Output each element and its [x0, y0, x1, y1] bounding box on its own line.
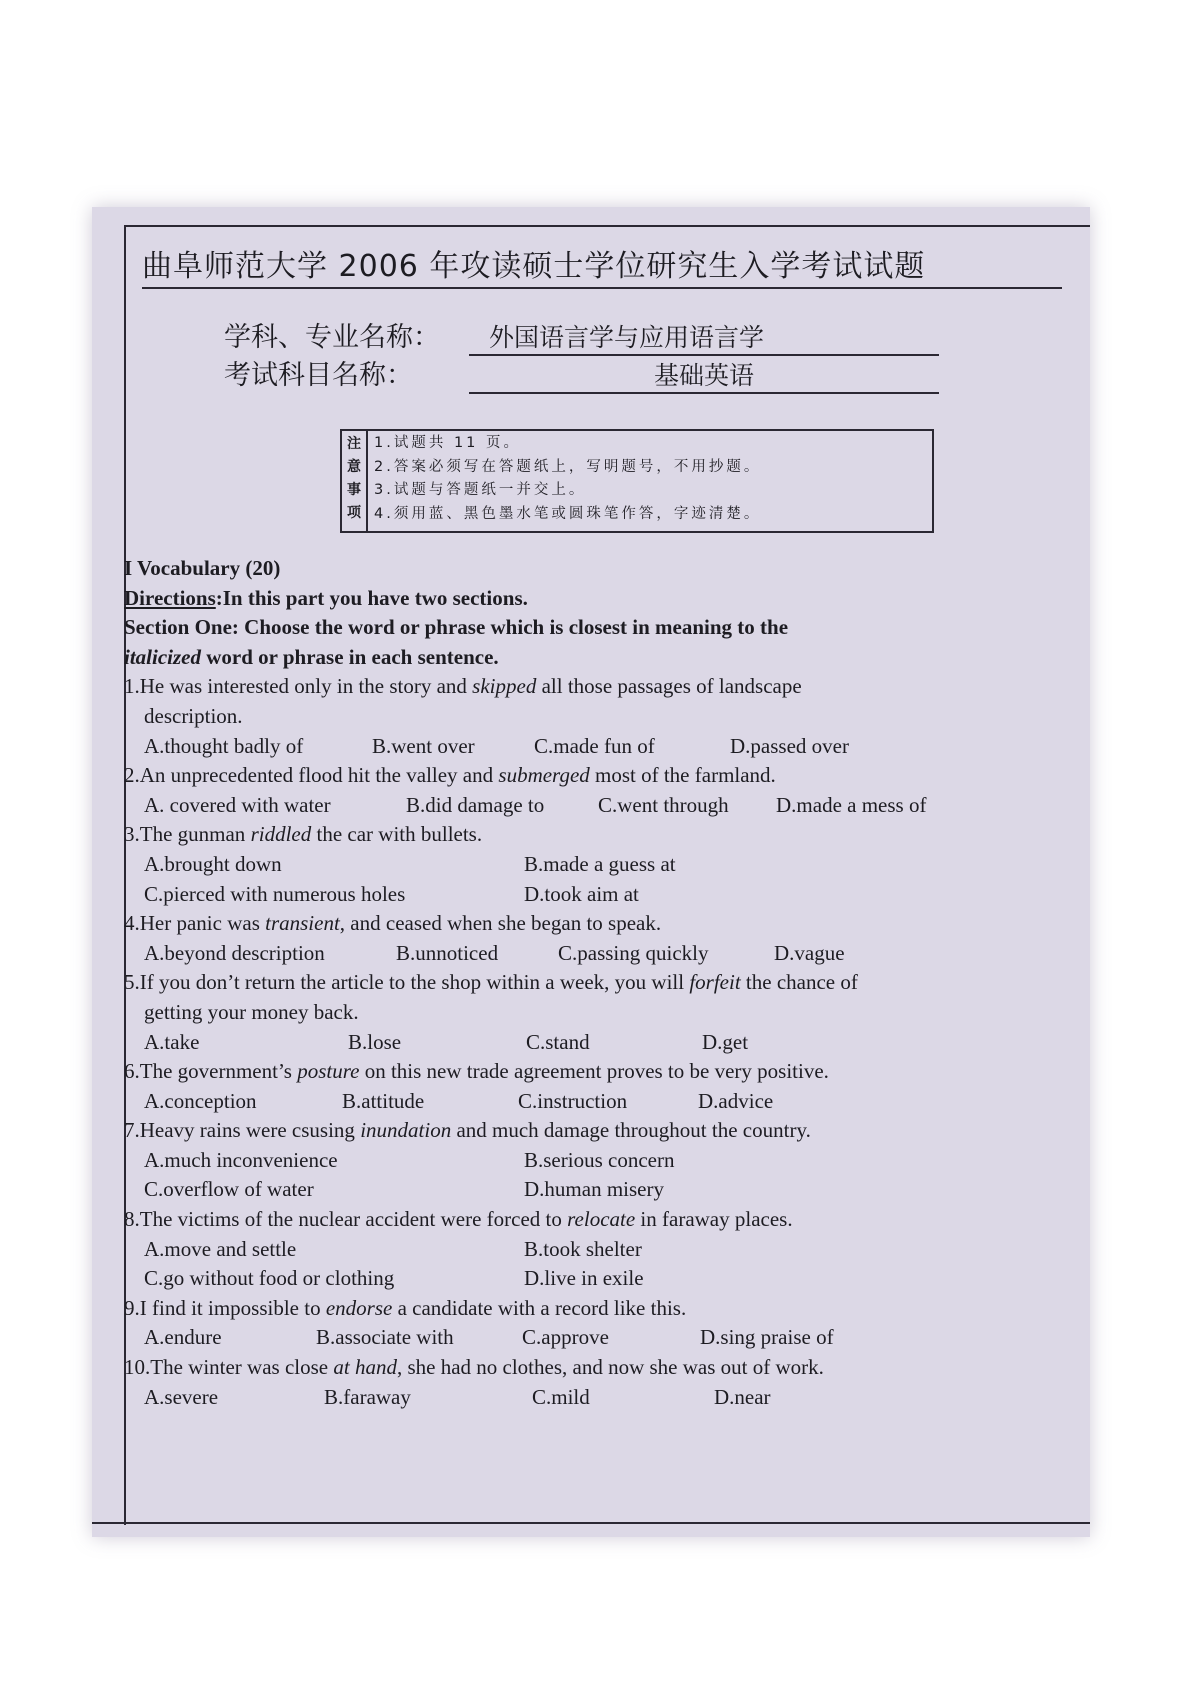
stem-text: all those passages of landscape — [536, 674, 802, 699]
option-d: D.human misery — [524, 1177, 664, 1202]
stem-text: 7.Heavy rains were csusing — [124, 1118, 361, 1143]
option-c: C.go without food or clothing — [144, 1266, 395, 1291]
option-d: D.passed over — [730, 733, 849, 758]
option-b: B.lose — [348, 1029, 402, 1054]
options-row — [124, 880, 1084, 910]
directions-label: Directions — [124, 585, 216, 610]
option-a: A.endure — [144, 1325, 222, 1350]
exam-title: 曲阜师范大学 2006 年攻读硕士学位研究生入学考试试题 — [142, 241, 1062, 289]
options-row — [124, 1383, 1084, 1413]
stem-italic: relocate — [567, 1207, 636, 1232]
stem-text: 4.Her panic was — [124, 911, 266, 936]
option-c: C.overflow of water — [144, 1177, 314, 1202]
question-stem-cont: description. — [144, 703, 243, 728]
note-item: 3.试题与答题纸一并交上。 — [374, 482, 587, 498]
option-a: A.thought badly of — [144, 733, 304, 758]
note-item: 2.答案必须写在答题纸上，写明题号，不用抄题。 — [374, 458, 762, 475]
stem-italic: endorse — [325, 1295, 393, 1320]
stem-text: 6.The government’s — [124, 1059, 298, 1084]
notes-box — [340, 429, 934, 533]
question-stem — [124, 909, 1084, 939]
section-line: Section One: Choose the word or phrase which is closest in meaning to the — [124, 615, 789, 640]
stem-italic: posture — [297, 1059, 360, 1084]
notes-side-char: 意 — [347, 459, 361, 475]
question-stem — [124, 1057, 1084, 1087]
part-heading: I Vocabulary (20) — [124, 556, 281, 580]
option-b: B.unnoticed — [396, 940, 499, 965]
option-b: B.made a guess at — [524, 851, 676, 876]
option-b: B.attitude — [342, 1088, 425, 1113]
stem-text: , and ceased when she began to speak. — [339, 911, 662, 936]
section-italic-word: italicized — [124, 644, 201, 669]
stem-text: the car with bullets. — [311, 822, 483, 847]
option-d: D.vague — [774, 940, 845, 965]
options-row — [124, 1028, 1084, 1058]
option-c: C.went through — [598, 792, 729, 817]
section-line-2 — [124, 643, 1084, 673]
stem-text: and much damage throughout the country. — [451, 1118, 811, 1143]
option-d: D.made a mess of — [776, 792, 927, 817]
options-row — [124, 1264, 1084, 1294]
question-stem — [124, 761, 1084, 791]
stem-italic: riddled — [250, 822, 312, 847]
question-stem — [124, 968, 1084, 998]
option-d: D.near — [714, 1384, 771, 1409]
stem-text: 2.An unprecedented flood hit the valley and — [124, 763, 499, 788]
question-stem — [124, 1294, 1084, 1324]
stem-italic: inundation — [360, 1118, 452, 1143]
option-d: D.sing praise of — [700, 1325, 834, 1350]
stem-text: 8.The victims of the nuclear accident were forced to — [124, 1207, 568, 1232]
stem-text: 5.If you don’t return the article to the shop within a week, you will — [124, 970, 690, 995]
stem-italic: forfeit — [689, 970, 741, 995]
option-c: C.stand — [526, 1029, 590, 1054]
stem-text: 10.The winter was close — [124, 1355, 334, 1380]
options-row — [124, 1087, 1084, 1117]
directions-text: :In this part you have two sections. — [215, 585, 528, 610]
options-row — [124, 1146, 1084, 1176]
option-a: A.conception — [144, 1088, 257, 1113]
section-line-rest: word or phrase in each sentence. — [201, 644, 499, 669]
notes-side-char: 注 — [347, 436, 361, 452]
stem-text: 9.I find it impossible to — [124, 1295, 326, 1320]
option-c: C.passing quickly — [558, 940, 709, 965]
options-row — [124, 850, 1084, 880]
options-row — [124, 1175, 1084, 1205]
question-stem — [124, 672, 1084, 702]
option-a: A.beyond description — [144, 940, 325, 965]
notes-side-char: 事 — [347, 482, 361, 498]
option-b: B.faraway — [324, 1384, 411, 1409]
options-row — [124, 732, 1084, 762]
options-row — [124, 1323, 1084, 1353]
stem-text: most of the farmland. — [589, 763, 776, 788]
stem-text: 1.He was interested only in the story and — [124, 674, 473, 699]
options-row — [124, 939, 1084, 969]
stem-text: the chance of — [740, 970, 858, 995]
option-c: C.instruction — [518, 1088, 628, 1113]
stem-italic: submerged — [498, 763, 590, 788]
question-body — [124, 554, 1084, 1412]
stem-italic: skipped — [472, 674, 537, 699]
stem-text: 3.The gunman — [124, 822, 251, 847]
frame-top-line — [124, 225, 1090, 227]
options-row — [124, 1235, 1084, 1265]
option-c: C.pierced with numerous holes — [144, 881, 406, 906]
option-d: D.live in exile — [524, 1266, 644, 1291]
question-stem — [124, 1116, 1084, 1146]
directions-line — [124, 584, 1084, 614]
notes-side-char: 项 — [347, 505, 361, 521]
option-d: D.advice — [698, 1088, 774, 1113]
options-row — [124, 791, 1084, 821]
subject-row — [224, 315, 939, 356]
notes-side-label — [342, 431, 368, 531]
option-d: D.get — [702, 1029, 749, 1054]
option-a: A.move and settle — [144, 1236, 297, 1261]
stem-text: in faraway places. — [635, 1207, 793, 1232]
option-c: C.mild — [532, 1384, 590, 1409]
option-a: A.much inconvenience — [144, 1147, 338, 1172]
question-stem — [124, 820, 1084, 850]
exam-sheet — [92, 207, 1090, 1537]
exam-subject-row — [224, 353, 939, 394]
question-stem-cont: getting your money back. — [144, 999, 359, 1024]
question-stem — [124, 1353, 1084, 1383]
subject-value: 外国语言学与应用语言学 — [469, 318, 939, 356]
note-item: 1.试题共 11 页。 — [374, 435, 522, 451]
stem-italic: transient — [265, 911, 340, 936]
option-a: A.severe — [144, 1384, 219, 1409]
option-c: C.made fun of — [534, 733, 655, 758]
stem-text: on this new trade agreement proves to be very positive. — [359, 1059, 829, 1084]
option-b: B.took shelter — [524, 1236, 642, 1261]
option-b: B.went over — [372, 733, 475, 758]
option-d: D.took aim at — [524, 881, 639, 906]
stem-text: a candidate with a record like this. — [392, 1295, 687, 1320]
stem-italic: at hand — [333, 1355, 397, 1380]
notes-items — [368, 431, 932, 531]
option-b: B.associate with — [316, 1325, 454, 1350]
subject-label: 学科、专业名称： — [224, 322, 440, 353]
note-item: 4.须用蓝、黑色墨水笔或圆珠笔作答，字迹清楚。 — [374, 505, 762, 522]
option-b: B.serious concern — [524, 1147, 675, 1172]
stem-text: , she had no clothes, and now she was out of work. — [396, 1355, 824, 1380]
option-c: C.approve — [522, 1325, 609, 1350]
exam-subject-value: 基础英语 — [469, 356, 939, 394]
exam-subject-label: 考试科目名称： — [224, 360, 413, 391]
option-a: A. covered with water — [144, 792, 331, 817]
question-stem — [124, 1205, 1084, 1235]
option-a: A.brought down — [144, 851, 282, 876]
frame-bottom-line — [92, 1522, 1090, 1524]
option-b: B.did damage to — [406, 792, 545, 817]
option-a: A.take — [144, 1029, 200, 1054]
